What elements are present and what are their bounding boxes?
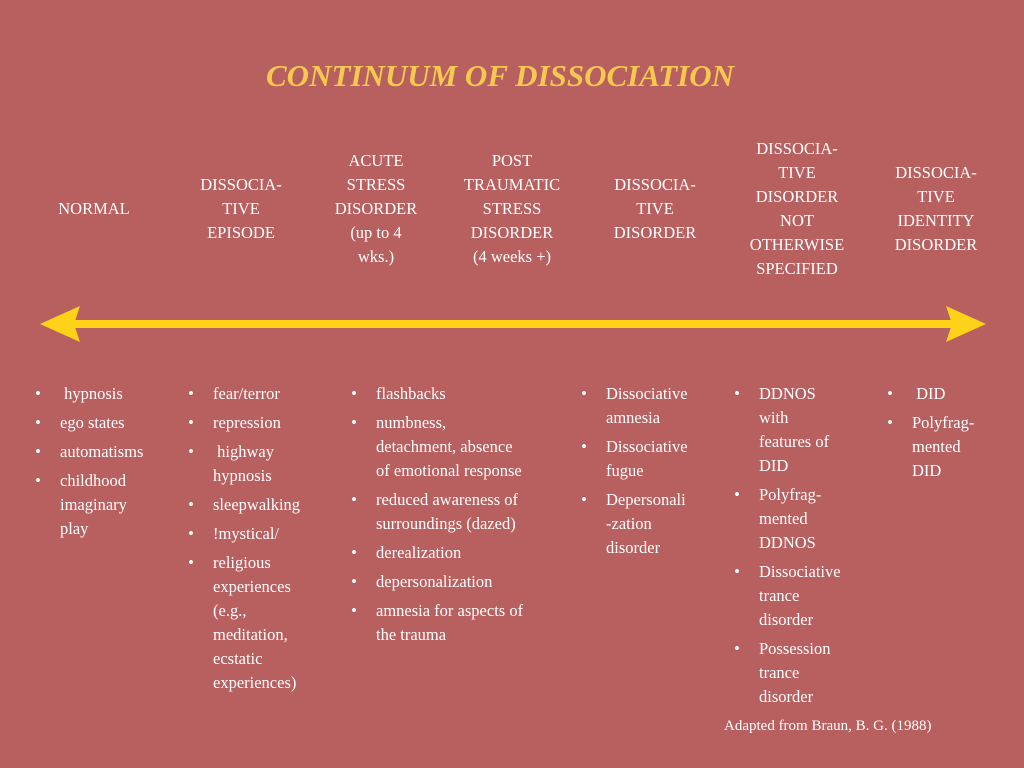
list-item-line: DID [912, 384, 946, 403]
list-item [727, 637, 867, 709]
bullet-icon: • [188, 442, 194, 461]
bullet-icon: • [351, 413, 357, 432]
continuum-header [728, 136, 866, 281]
list-item-line: Possession [759, 639, 831, 658]
list-item-line: derealization [376, 543, 462, 562]
header-line: TIVE [917, 186, 955, 206]
header-line: DISSOCIA- [895, 162, 977, 182]
list-item-line: sleepwalking [213, 495, 301, 514]
list-item-line: -zation [606, 514, 652, 533]
bullet-icon: • [35, 471, 41, 490]
list-item [880, 411, 1000, 483]
bullet-icon: • [188, 495, 194, 514]
bullet-icon: • [188, 413, 194, 432]
list-item-line: Dissociative [606, 384, 688, 403]
list-item-line: DID [759, 456, 789, 475]
header-line: (4 weeks +) [472, 246, 551, 266]
list-item-line: !mystical/ [213, 524, 279, 543]
header-line: TIVE [636, 198, 674, 218]
list-item-line: play [60, 519, 89, 538]
list-item-line: DID [912, 461, 942, 480]
list-item-line: repression [213, 413, 281, 432]
bullet-icon: • [351, 543, 357, 562]
list-item [574, 382, 714, 430]
list-item-line: ecstatic [213, 649, 263, 668]
source-citation: Adapted from Braun, B. G. (1988) [724, 718, 932, 734]
bullet-icon: • [734, 562, 740, 581]
bullet-icon: • [351, 601, 357, 620]
bullet-icon: • [581, 490, 587, 509]
list-item [28, 469, 178, 541]
list-item-line: meditation, [213, 625, 288, 644]
list-item [28, 411, 178, 435]
list-item-line: mented [759, 509, 808, 528]
list-item-line: Dissociative [606, 437, 688, 456]
header-line: DISORDER [334, 198, 418, 218]
list-item [344, 570, 559, 594]
header-line: OTHERWISE [749, 234, 845, 254]
header-line: DISORDER [470, 222, 554, 242]
bullet-icon: • [581, 384, 587, 403]
continuum-header [880, 136, 992, 281]
header-line: NOT [780, 210, 814, 230]
header-line: STRESS [346, 174, 406, 194]
list-item-line: features of [759, 432, 830, 451]
header-line: DISORDER [894, 234, 978, 254]
list-item-line: automatisms [60, 442, 144, 461]
list-item [181, 551, 326, 695]
bullet-icon: • [188, 384, 194, 403]
list-item [574, 488, 714, 560]
list-item [344, 411, 559, 483]
symptom-column [574, 382, 714, 565]
header-line: NORMAL [58, 198, 130, 218]
list-item [181, 411, 326, 435]
bullet-icon: • [188, 553, 194, 572]
list-item [574, 435, 714, 483]
header-line: (up to 4 [350, 222, 402, 242]
list-item-line: highway [213, 442, 274, 461]
list-item [28, 382, 178, 406]
list-item-line: mented [912, 437, 961, 456]
list-item-line: fear/terror [213, 384, 280, 403]
list-item-line: of emotional response [376, 461, 522, 480]
bullet-icon: • [351, 490, 357, 509]
bullet-icon: • [734, 639, 740, 658]
list-item-line: with [759, 408, 789, 427]
list-item-line: fugue [606, 461, 644, 480]
list-item-line: religious [213, 553, 271, 572]
list-item-line: depersonalization [376, 572, 493, 591]
list-item-line: the trauma [376, 625, 447, 644]
bullet-icon: • [734, 384, 740, 403]
list-item [28, 440, 178, 464]
list-item [344, 541, 559, 565]
list-item-line: Dissociative [759, 562, 841, 581]
list-item [727, 560, 867, 632]
list-item-line: imaginary [60, 495, 127, 514]
bullet-icon: • [351, 572, 357, 591]
header-line: TIVE [222, 198, 260, 218]
header-line: POST [491, 150, 533, 170]
list-item-line: trance [759, 663, 800, 682]
list-item-line: disorder [606, 538, 661, 557]
bullet-icon: • [351, 384, 357, 403]
list-item-line: amnesia for aspects of [376, 601, 524, 620]
header-line: wks.) [357, 246, 395, 266]
continuum-header [20, 136, 168, 281]
continuum-header [590, 136, 720, 281]
list-item [344, 382, 559, 406]
list-item-line: amnesia [606, 408, 661, 427]
list-item-line: disorder [759, 610, 814, 629]
list-item-line: experiences [213, 577, 291, 596]
symptom-column [28, 382, 178, 546]
header-line: ACUTE [348, 150, 404, 170]
header-line: TRAUMATIC [463, 174, 561, 194]
header-line: DISORDER [755, 186, 839, 206]
list-item [727, 483, 867, 555]
bullet-icon: • [887, 384, 893, 403]
header-line: SPECIFIED [756, 258, 838, 278]
header-line: EPISODE [207, 222, 275, 242]
list-item-line: childhood [60, 471, 126, 490]
list-item [727, 382, 867, 478]
list-item-line: surroundings (dazed) [376, 514, 516, 533]
list-item [344, 599, 559, 647]
double-headed-arrow-icon [40, 304, 986, 344]
continuum-header [318, 136, 434, 281]
list-item-line: (e.g., [213, 601, 247, 620]
header-line: DISSOCIA- [614, 174, 696, 194]
header-line: DISORDER [613, 222, 697, 242]
list-item-line: hypnosis [60, 384, 123, 403]
list-item-line: disorder [759, 687, 814, 706]
list-item-line: hypnosis [213, 466, 272, 485]
list-item [181, 493, 326, 517]
bullet-icon: • [581, 437, 587, 456]
list-item [181, 440, 326, 488]
symptom-column [727, 382, 867, 714]
list-item-line: ego states [60, 413, 125, 432]
list-item-line: Depersonali [606, 490, 686, 509]
header-line: STRESS [482, 198, 542, 218]
header-line: DISSOCIA- [756, 138, 838, 158]
list-item-line: reduced awareness of [376, 490, 519, 509]
list-item-line: Polyfrag- [759, 485, 822, 504]
bullet-icon: • [734, 485, 740, 504]
list-item-line: DDNOS [759, 533, 816, 552]
bullet-icon: • [35, 413, 41, 432]
header-line: DISSOCIA- [200, 174, 282, 194]
list-item-line: trance [759, 586, 800, 605]
bullet-icon: • [35, 384, 41, 403]
list-item [181, 382, 326, 406]
bullet-icon: • [188, 524, 194, 543]
continuum-header [180, 136, 302, 281]
list-item-line: numbness, [376, 413, 447, 432]
symptom-column [181, 382, 326, 700]
bullet-icon: • [887, 413, 893, 432]
list-item-line: detachment, absence [376, 437, 513, 456]
list-item-line: DDNOS [759, 384, 816, 403]
list-item-line: flashbacks [376, 384, 446, 403]
continuum-header [446, 136, 578, 281]
symptom-column [880, 382, 1000, 488]
symptom-column [344, 382, 559, 652]
page-title: CONTINUUM OF DISSOCIATION [266, 58, 734, 93]
list-item [344, 488, 559, 536]
list-item-line: experiences) [213, 673, 297, 692]
list-item [880, 382, 1000, 406]
bullet-icon: • [35, 442, 41, 461]
list-item [181, 522, 326, 546]
header-line: IDENTITY [897, 210, 975, 230]
list-item-line: Polyfrag- [912, 413, 975, 432]
header-line: TIVE [778, 162, 816, 182]
